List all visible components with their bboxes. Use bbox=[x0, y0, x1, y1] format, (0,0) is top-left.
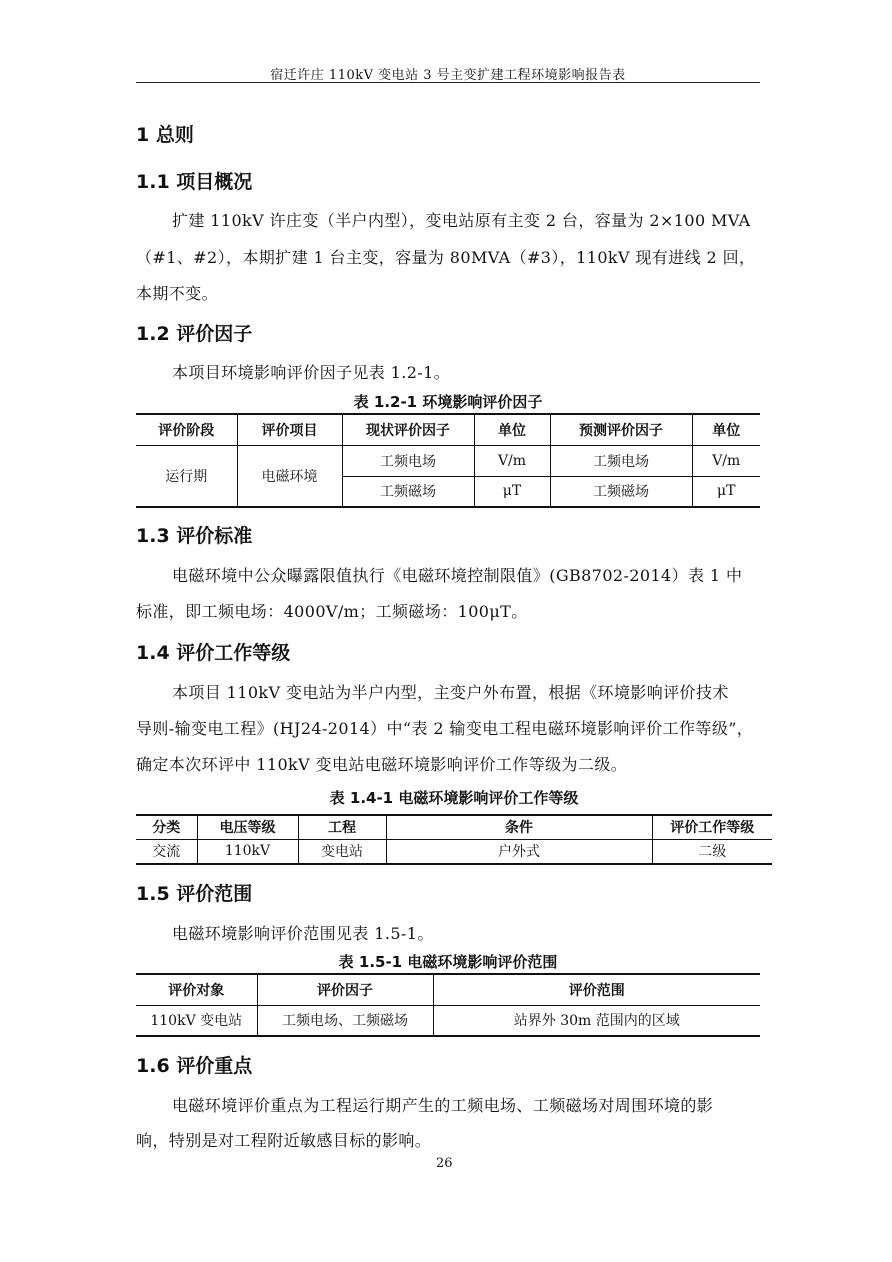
para-1-1-line3: 本期不变。 bbox=[136, 284, 219, 303]
cell-r1-c1: 工频电场 bbox=[342, 445, 474, 476]
heading-1-2: 1.2 评价因子 bbox=[136, 323, 253, 345]
th-category: 分类 bbox=[136, 815, 197, 839]
para-1-6-line1: 电磁环境评价重点为工程运行期产生的工频电场、工频磁场对周围环境的影 bbox=[172, 1096, 714, 1115]
th-project: 工程 bbox=[298, 815, 386, 839]
para-1-3-line1: 电磁环境中公众曝露限值执行《电磁环境控制限值》(GB8702-2014）表 1 中 bbox=[172, 566, 743, 585]
page-number: 26 bbox=[436, 1156, 453, 1171]
th-unit-2: 单位 bbox=[712, 422, 741, 439]
para-1-6-line2: 响，特别是对工程附近敏感目标的影响。 bbox=[136, 1131, 432, 1150]
cell-r2-c1: 工频磁场 bbox=[342, 476, 474, 507]
cell-r1-c3: 工频电场 bbox=[550, 445, 692, 476]
th-unit-1: 单位 bbox=[474, 414, 550, 445]
para-1-4-line1: 本项目 110kV 变电站为半户内型，主变户外布置，根据《环境影响评价技术 bbox=[172, 683, 729, 702]
th-condition: 条件 bbox=[386, 815, 652, 839]
th-stage: 评价阶段 bbox=[136, 414, 237, 445]
heading-1: 1 总则 bbox=[136, 124, 194, 146]
cell-r2-c2: μT bbox=[474, 476, 550, 507]
th-current-factor: 现状评价因子 bbox=[342, 414, 474, 445]
cell-range: 站界外 30m 范围内的区域 bbox=[513, 1013, 680, 1030]
cell-r1-c4: V/m bbox=[712, 452, 741, 469]
cell-r2-c3: 工频磁场 bbox=[550, 476, 692, 507]
table2-caption: 表 1.4-1 电磁环境影响评价工作等级 bbox=[329, 789, 579, 807]
header-rule bbox=[136, 82, 760, 83]
heading-1-4: 1.4 评价工作等级 bbox=[136, 642, 291, 664]
cell-voltage: 110kV bbox=[197, 839, 298, 864]
th-item: 评价项目 bbox=[237, 414, 342, 445]
cell-object: 110kV 变电站 bbox=[136, 1005, 257, 1036]
th-range: 评价范围 bbox=[568, 982, 625, 999]
cell-r2-c4: μT bbox=[717, 483, 736, 500]
heading-1-6: 1.6 评价重点 bbox=[136, 1055, 253, 1077]
th-factor: 评价因子 bbox=[257, 974, 433, 1005]
th-object: 评价对象 bbox=[136, 974, 257, 1005]
table3-caption: 表 1.5-1 电磁环境影响评价范围 bbox=[338, 953, 558, 971]
th-voltage: 电压等级 bbox=[197, 815, 298, 839]
cell-condition: 户外式 bbox=[386, 839, 652, 864]
heading-1-3: 1.3 评价标准 bbox=[136, 525, 253, 547]
para-1-2: 本项目环境影响评价因子见表 1.2-1。 bbox=[172, 363, 451, 382]
cell-r1-c2: V/m bbox=[474, 445, 550, 476]
para-1-1-line1: 扩建 110kV 许庄变（半户内型），变电站原有主变 2 台，容量为 2×100 MVA bbox=[172, 211, 751, 230]
para-1-4-line3: 确定本次环评中 110kV 变电站电磁环境影响评价工作等级为二级。 bbox=[136, 755, 628, 774]
cell-level: 二级 bbox=[698, 844, 727, 861]
table-1-4-1 bbox=[136, 814, 772, 865]
table1-caption: 表 1.2-1 环境影响评价因子 bbox=[353, 393, 543, 411]
th-predict-factor: 预测评价因子 bbox=[550, 414, 692, 445]
cell-category: 交流 bbox=[136, 839, 197, 864]
running-header: 宿迁许庄 110kV 变电站 3 号主变扩建工程环境影响报告表 bbox=[270, 68, 626, 83]
heading-1-1: 1.1 项目概况 bbox=[136, 171, 253, 193]
para-1-5: 电磁环境影响评价范围见表 1.5-1。 bbox=[172, 924, 434, 943]
cell-factor: 工频电场、工频磁场 bbox=[257, 1005, 433, 1036]
cell-item: 电磁环境 bbox=[237, 445, 342, 507]
th-level: 评价工作等级 bbox=[670, 820, 755, 837]
heading-1-5: 1.5 评价范围 bbox=[136, 883, 253, 905]
para-1-4-line2: 导则-输变电工程》(HJ24-2014）中“表 2 输变电工程电磁环境影响评价工作等级”， bbox=[136, 719, 754, 738]
table-1-2-1 bbox=[136, 413, 760, 508]
cell-stage: 运行期 bbox=[136, 445, 237, 507]
para-1-3-line2: 标准，即工频电场：4000V/m；工频磁场：100μT。 bbox=[136, 602, 528, 621]
table-1-5-1 bbox=[136, 973, 760, 1037]
cell-project: 变电站 bbox=[298, 839, 386, 864]
para-1-1-line2: （#1、#2），本期扩建 1 台主变，容量为 80MVA（#3），110kV 现有进线 2 回， bbox=[136, 248, 756, 267]
